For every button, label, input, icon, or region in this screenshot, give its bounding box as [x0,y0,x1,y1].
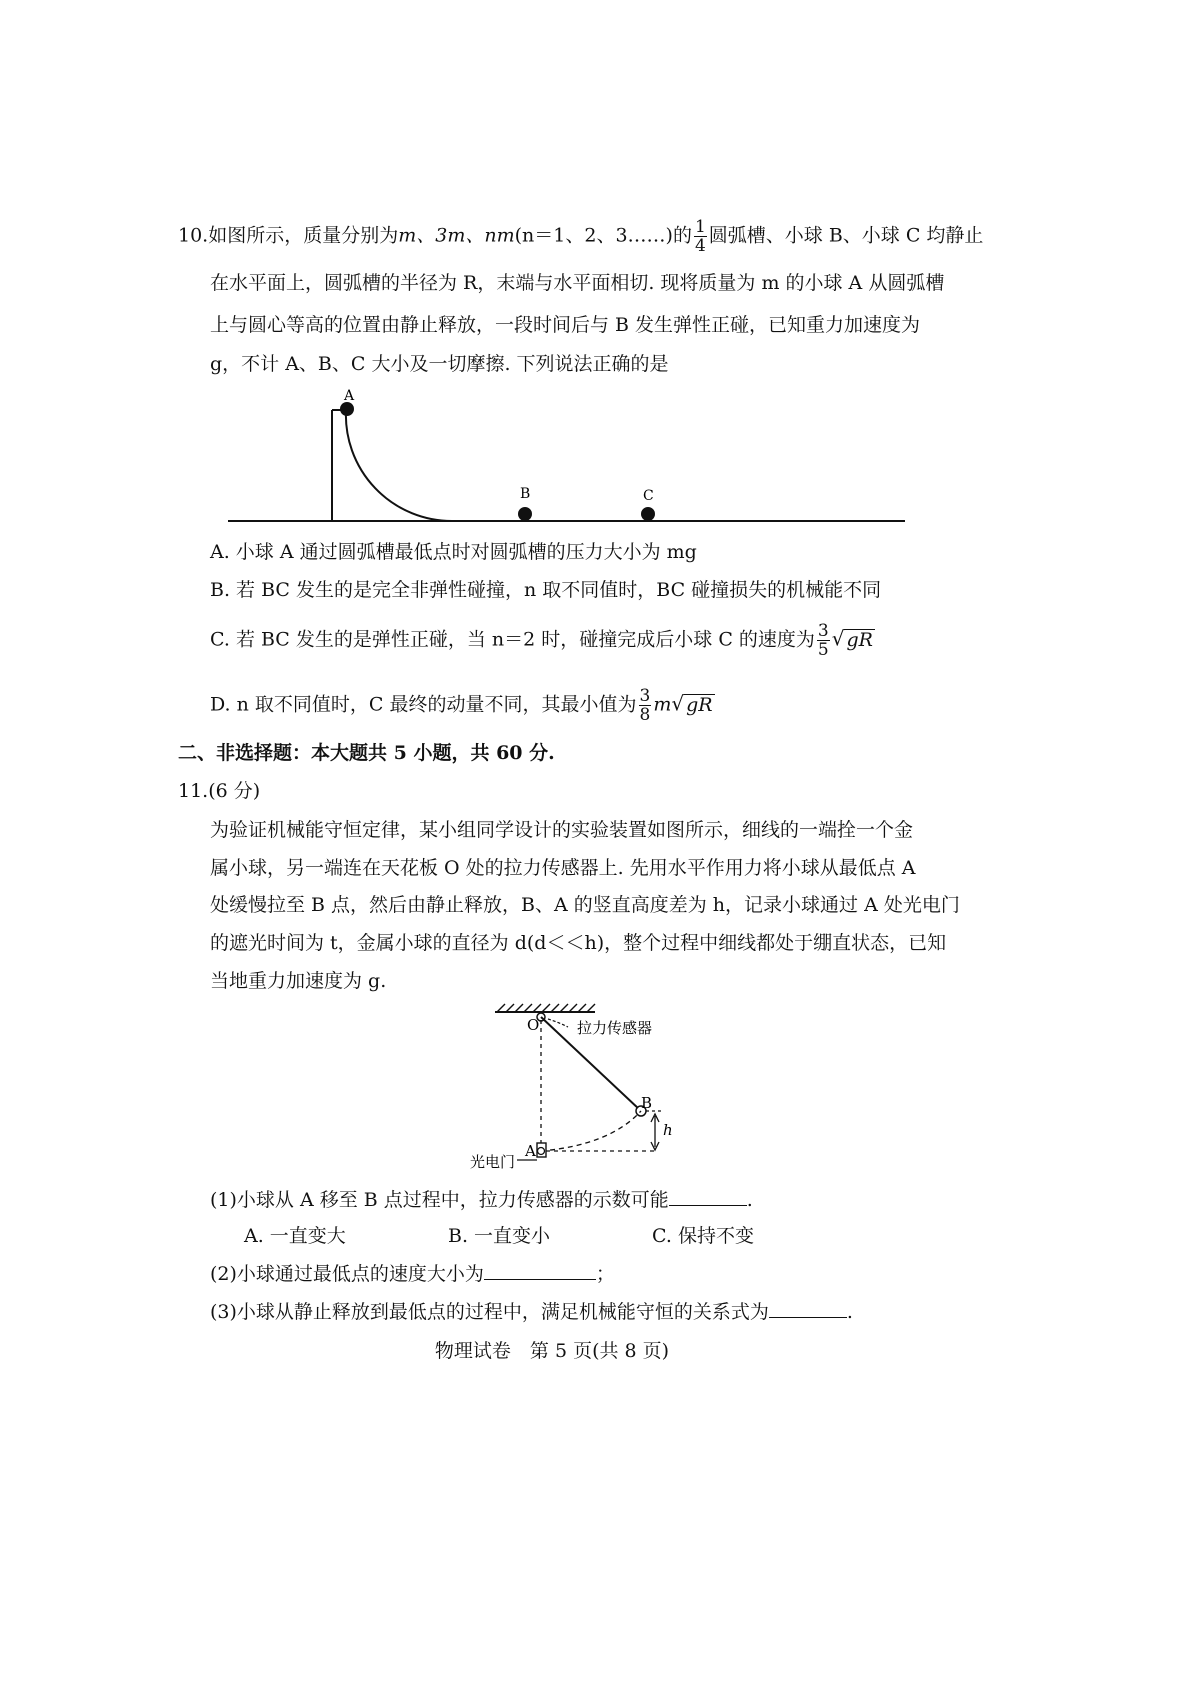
option-d-fraction: $\frac{3}{8}$ [639,686,651,725]
q10-line3: 上与圆心等高的位置由静止释放，一段时间后与 B 发生弹性正碰，已知重力加速度为 [210,314,921,336]
section-heading: 二、非选择题：本大题共 5 小题，共 60 分. [178,742,555,764]
q10-number: 10. [178,224,209,247]
option-d: D. n 取不同值时，C 最终的动量不同，其最小值为 $\frac{3}{8}$ m√ gR [210,686,713,725]
q11-line2: 属小球，另一端连在天花板 O 处的拉力传感器上. 先用水平作用力将小球从最低点 A [210,857,916,879]
choice-b: B. 一直变小 [448,1225,551,1247]
swing-path [541,1111,641,1151]
label-gate: 光电门 [470,1153,516,1171]
choice-c: C. 保持不变 [652,1225,754,1247]
q11-line3: 处缓慢拉至 B 点，然后由静止释放，B、A 的竖直高度差为 h，记录小球通过 A 处光电门 [210,894,960,916]
choice-a: A. 一直变大 [244,1225,346,1247]
q11-score: (6 分) [208,780,261,802]
label-h: h [663,1121,673,1139]
answer-blank-1[interactable] [669,1187,747,1206]
quarter-fraction: $\frac{1}{4}$ [694,217,706,256]
option-c-fraction: $\frac{3}{5}$ [817,621,829,660]
page-footer: 物理试卷 第 5 页(共 8 页) [434,1340,670,1362]
q11-sub3: (3)小球从静止释放到最低点的过程中，满足机械能守恒的关系式为 . [210,1301,853,1323]
q11-line4: 的遮光时间为 t，金属小球的直径为 d(d＜＜h)，整个过程中细线都处于绷直状态，已知 [210,932,947,954]
label-a: A [344,388,355,404]
label-o: O [527,1016,540,1034]
option-b: B. 若 BC 发生的是完全非弹性碰撞，n 取不同值时，BC 碰撞损失的机械能不同 [210,579,882,601]
answer-blank-3[interactable] [769,1299,847,1318]
ball-at-a [538,1148,545,1155]
q11-line1: 为验证机械能守恒定律，某小组同学设计的实验装置如图所示，细线的一端拴一个金 [210,819,914,841]
option-a: A. 小球 A 通过圆弧槽最低点时对圆弧槽的压力大小为 mg [210,541,697,563]
q10-masses: m、3m、nm [398,224,515,247]
ceiling-hatch [497,1004,595,1012]
label-a2: A [525,1142,536,1160]
label-b2: B [641,1094,653,1112]
q11-sub2: (2)小球通过最低点的速度大小为 ； [210,1263,615,1285]
label-c: C [643,488,654,504]
q10-line2: 在水平面上，圆弧槽的半径为 R，末端与水平面相切. 现将质量为 m 的小球 A 从圆弧槽 [210,272,945,294]
q10-line1: 10.如图所示，质量分别为m、3m、nm(n＝1、2、3……)的 $\frac{1}{4}$ 圆弧槽、小球 B、小球 C 均静止 [178,217,984,256]
label-b: B [520,486,531,502]
q11-line5: 当地重力加速度为 g. [210,970,387,992]
answer-blank-2[interactable] [484,1261,596,1280]
q10-line4: g，不计 A、B、C 大小及一切摩擦. 下列说法正确的是 [210,353,669,375]
option-c: C. 若 BC 发生的是弹性正碰，当 n＝2 时，碰撞完成后小球 C 的速度为 $\frac{3}{5}$ √ gR [210,621,873,660]
q11-number: 11. [178,780,209,802]
label-sensor: 拉力传感器 [577,1019,653,1037]
q11-sub1: (1)小球从 A 移至 B 点过程中，拉力传感器的示数可能 . [210,1189,753,1211]
